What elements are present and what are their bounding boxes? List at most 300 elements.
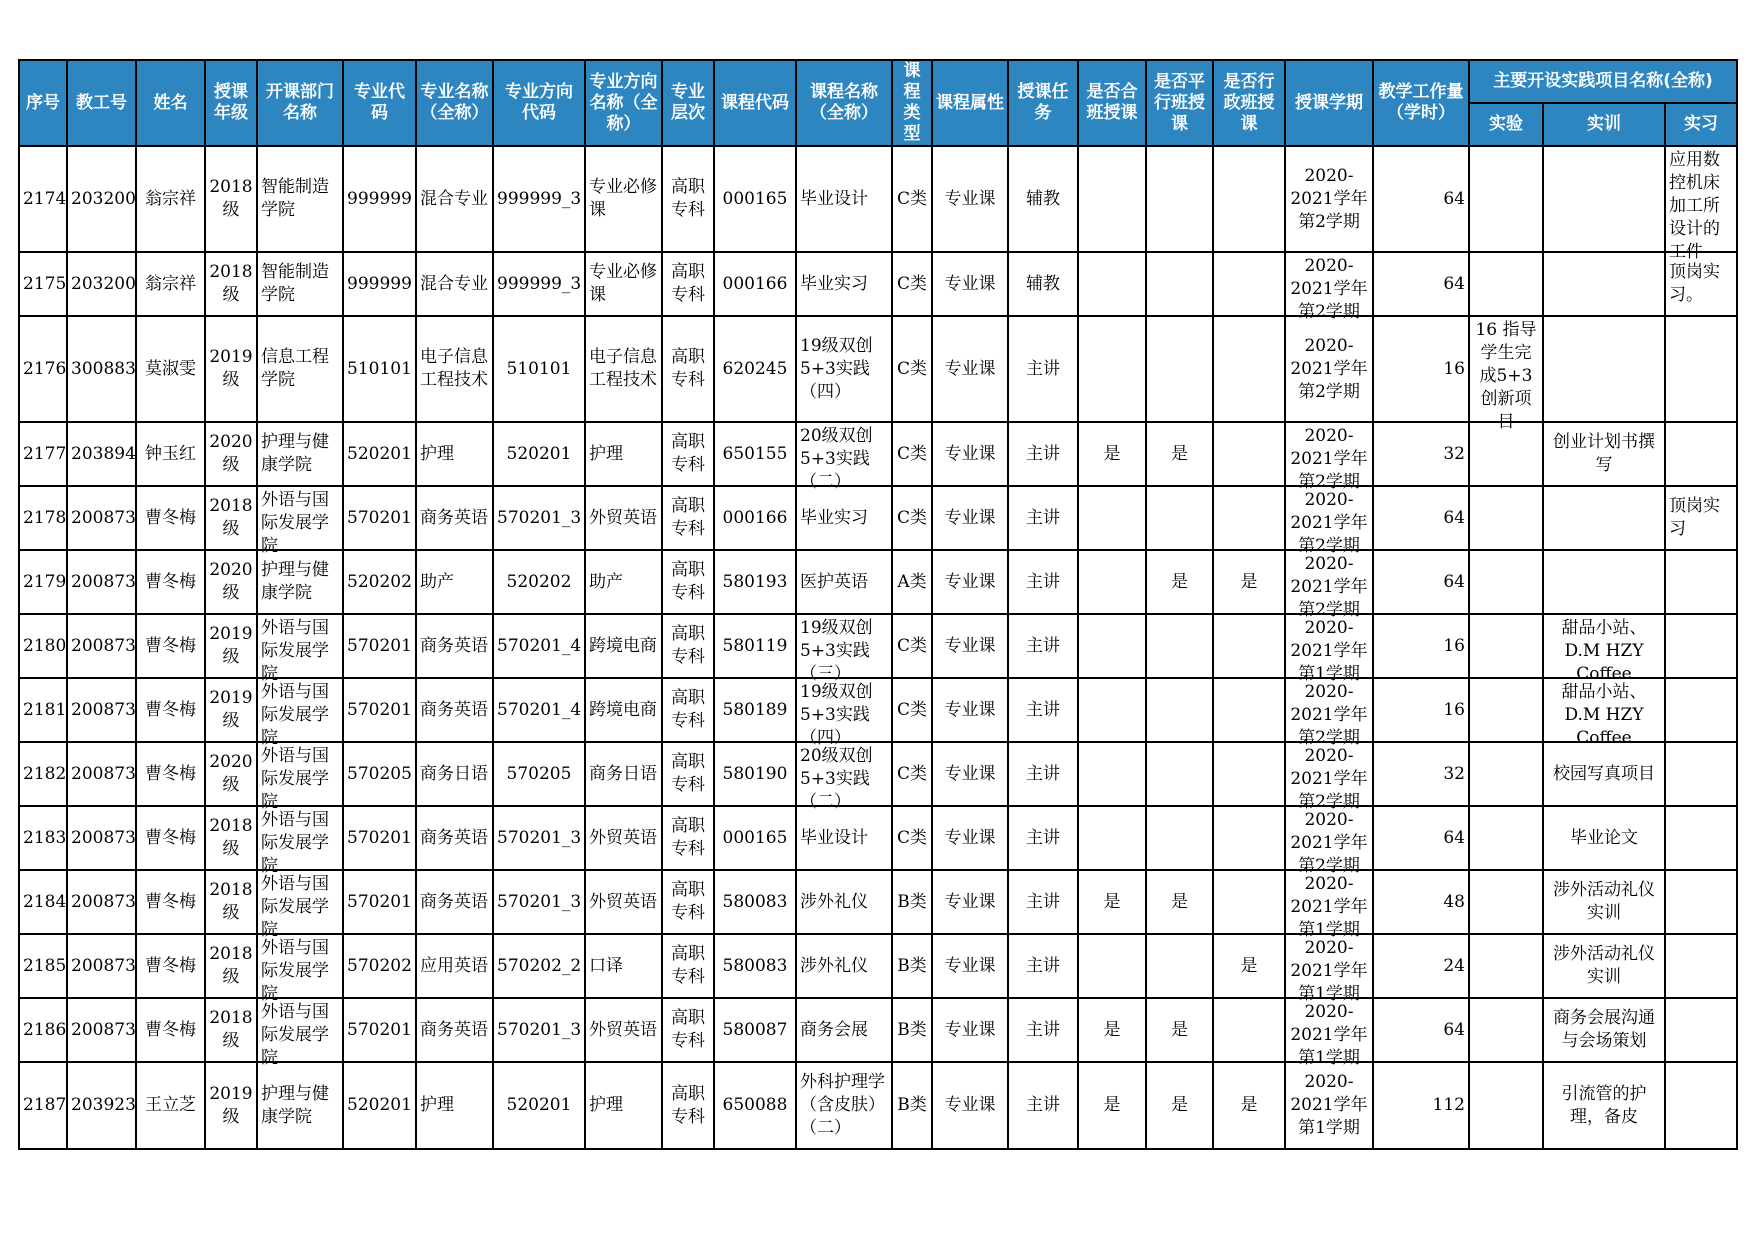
cell-dept (257, 146, 343, 252)
cell-dept (257, 316, 343, 422)
cell-text: 高职专科 (671, 560, 705, 603)
cell-train (1543, 1062, 1665, 1149)
cell-text: 2018级 (209, 1008, 253, 1051)
cell-hours (1373, 316, 1469, 422)
cell-grade (205, 870, 257, 934)
cell-text: 203923 (71, 1095, 136, 1115)
cell-task (1008, 1062, 1078, 1149)
cell-intern (1665, 678, 1737, 742)
cell-text: 520202 (347, 571, 412, 592)
cell-text: 203200 (71, 188, 136, 209)
cell-admin (1213, 1062, 1285, 1149)
cell-seq (19, 806, 67, 870)
cell-course-attr (932, 252, 1008, 316)
cell-hours (1373, 870, 1469, 934)
cell-text: 曹冬梅 (145, 955, 196, 976)
cell-term (1285, 550, 1373, 620)
header-practice: 主要开设实践项目名称(全称) (1469, 60, 1737, 103)
cell-text: 外贸英语 (589, 827, 657, 848)
cell-text: 520201 (347, 443, 412, 464)
cell-exp (1469, 146, 1543, 252)
cell-parallel (1146, 806, 1213, 870)
cell-level (662, 316, 714, 422)
cell-text: 毕业论文 (1570, 827, 1638, 848)
header-parallel: 是否平行班授课 (1146, 60, 1213, 146)
cell-text: 专业课 (944, 571, 996, 592)
cell-text: 200873 (71, 827, 136, 848)
cell-text: 580189 (722, 699, 788, 720)
cell-major-name (416, 1062, 493, 1149)
cell-parallel (1146, 678, 1213, 742)
header-admin: 是否行政班授课 (1213, 60, 1285, 146)
cell-text: 护理 (420, 1095, 454, 1115)
cell-exp (1469, 252, 1543, 316)
cell-text: 200873 (71, 763, 136, 784)
cell-text: 2019级 (209, 624, 253, 667)
cell-task (1008, 146, 1078, 252)
cell-grade (205, 742, 257, 806)
cell-level (662, 870, 714, 934)
cell-text: 570205 (506, 763, 572, 784)
cell-text: 助产 (589, 571, 623, 592)
cell-admin (1213, 486, 1285, 550)
cell-text: 高职专科 (671, 880, 705, 923)
cell-level (662, 998, 714, 1062)
cell-train (1543, 742, 1665, 806)
cell-course-type (892, 422, 932, 486)
cell-text: 16 (1443, 358, 1465, 379)
cell-course-type (892, 146, 932, 252)
header-major-code: 专业代码 (343, 60, 416, 146)
cell-text: 高职专科 (671, 262, 705, 305)
cell-course-attr (932, 614, 1008, 678)
cell-text: 20级双创5+3实践（二） (800, 746, 873, 812)
cell-text: 翁宗祥 (145, 273, 196, 294)
cell-exp (1469, 678, 1543, 742)
cell-text: 涉外礼仪 (800, 891, 868, 912)
cell-text: 王立芝 (145, 1095, 196, 1115)
cell-text: 曹冬梅 (145, 571, 196, 592)
cell-text: 毕业设计 (800, 188, 868, 209)
cell-grade (205, 316, 257, 422)
cell-staff-id (67, 614, 136, 678)
cell-dir-code (493, 998, 585, 1062)
cell-intern (1665, 1062, 1737, 1149)
cell-text: 32 (1443, 443, 1465, 464)
cell-exp (1469, 870, 1543, 934)
cell-text: 580083 (722, 891, 788, 912)
cell-intern (1665, 252, 1737, 316)
cell-term (1285, 422, 1373, 492)
cell-intern (1665, 316, 1737, 422)
cell-text: C类 (896, 358, 927, 379)
cell-text: 64 (1443, 507, 1465, 528)
cell-name (136, 1062, 205, 1149)
cell-text: 专业课 (944, 699, 996, 720)
cell-text: 外语与国际发展学院 (261, 938, 329, 1004)
table-row (19, 486, 1737, 550)
cell-admin (1213, 316, 1285, 422)
cell-major-code (343, 998, 416, 1062)
cell-staff-id (67, 678, 136, 742)
cell-text: 是 (1171, 891, 1188, 912)
cell-text: 高职专科 (671, 1083, 705, 1127)
cell-dir-name (585, 870, 662, 934)
table-row (19, 998, 1737, 1062)
cell-hours (1373, 806, 1469, 870)
cell-text: 专业必修课 (589, 262, 657, 305)
cell-text: 16 (1443, 699, 1465, 720)
cell-text: 2187 (23, 1095, 67, 1115)
cell-term (1285, 1062, 1373, 1149)
table-row (19, 316, 1737, 422)
cell-text: 高职专科 (671, 624, 705, 667)
table-row (19, 870, 1737, 934)
cell-dir-code (493, 252, 585, 316)
cell-text: 570201 (347, 1019, 412, 1040)
cell-major-code (343, 678, 416, 742)
cell-text: 外语与国际发展学院 (261, 1002, 329, 1068)
cell-text: 钟玉红 (145, 443, 196, 464)
cell-text: 580083 (722, 955, 788, 976)
cell-course-type (892, 252, 932, 316)
header-dept: 开课部门名称 (257, 60, 343, 146)
cell-text: 2019级 (209, 1083, 253, 1127)
cell-level (662, 742, 714, 806)
cell-hours (1373, 1062, 1469, 1149)
cell-text: 2184 (23, 891, 67, 912)
cell-text: 2020-2021学年第1学期 (1290, 938, 1368, 1004)
cell-parallel (1146, 998, 1213, 1062)
cell-major-code (343, 486, 416, 550)
cell-text: 200873 (71, 635, 136, 656)
cell-text: 涉外活动礼仪实训 (1553, 944, 1655, 987)
cell-merged (1078, 806, 1146, 870)
cell-seq (19, 252, 67, 316)
cell-text: 助产 (420, 571, 454, 592)
cell-term (1285, 614, 1373, 684)
cell-text: 曹冬梅 (145, 763, 196, 784)
header-course-code: 课程代码 (714, 60, 796, 146)
cell-text: 999999 (347, 273, 412, 294)
cell-intern (1665, 486, 1737, 550)
cell-course-attr (932, 486, 1008, 550)
header-name: 姓名 (136, 60, 205, 146)
cell-term (1285, 252, 1373, 322)
cell-seq (19, 146, 67, 252)
cell-task (1008, 870, 1078, 934)
cell-major-name (416, 870, 493, 934)
cell-text: 商务会展沟通与会场策划 (1553, 1008, 1655, 1051)
cell-course-name (796, 422, 892, 492)
cell-text: 510101 (506, 358, 572, 379)
cell-exp (1469, 998, 1543, 1062)
cell-text: 2180 (23, 635, 67, 656)
cell-text: 2020-2021学年第1学期 (1290, 618, 1368, 684)
cell-course-attr (932, 678, 1008, 742)
cell-dept (257, 1062, 343, 1149)
cell-text: 2178 (23, 507, 67, 528)
cell-hours (1373, 422, 1469, 486)
cell-course-type (892, 550, 932, 614)
cell-parallel (1146, 742, 1213, 806)
cell-text: 570201 (347, 507, 412, 528)
cell-text: 主讲 (1026, 827, 1060, 848)
cell-merged (1078, 252, 1146, 316)
cell-admin (1213, 678, 1285, 742)
cell-text: 2020-2021学年第2学期 (1290, 682, 1368, 748)
cell-text: B类 (897, 1019, 927, 1040)
cell-course-attr (932, 742, 1008, 806)
cell-text: 570201 (347, 827, 412, 848)
cell-seq (19, 870, 67, 934)
cell-text: 570201_3 (497, 891, 582, 912)
header-merged: 是否合班授课 (1078, 60, 1146, 146)
cell-text: 是 (1240, 571, 1258, 592)
cell-intern (1665, 806, 1737, 870)
cell-dir-code (493, 550, 585, 614)
cell-train (1543, 550, 1665, 614)
cell-text: 000165 (722, 827, 788, 848)
cell-text: 580119 (722, 635, 788, 656)
cell-course-type (892, 614, 932, 678)
cell-text: 510101 (347, 358, 412, 379)
cell-text: 2020-2021学年第2学期 (1290, 554, 1368, 620)
cell-dept (257, 550, 343, 614)
cell-text: 2175 (23, 273, 67, 294)
cell-seq (19, 316, 67, 422)
cell-admin (1213, 422, 1285, 486)
cell-text: 高职专科 (671, 432, 705, 475)
cell-level (662, 486, 714, 550)
cell-text: 涉外礼仪 (800, 955, 868, 976)
cell-name (136, 742, 205, 806)
cell-name (136, 870, 205, 934)
cell-parallel (1146, 146, 1213, 252)
cell-text: 外语与国际发展学院 (261, 874, 329, 940)
cell-text: 混合专业 (420, 188, 488, 209)
cell-exp (1469, 550, 1543, 614)
cell-merged (1078, 998, 1146, 1062)
cell-hours (1373, 998, 1469, 1062)
cell-dir-name (585, 486, 662, 550)
cell-text: 主讲 (1026, 699, 1060, 720)
table-row (19, 1062, 1737, 1149)
cell-text: 650088 (722, 1095, 788, 1115)
cell-text: 2179 (23, 571, 67, 592)
header-major-name: 专业名称（全称） (416, 60, 493, 146)
cell-train (1543, 678, 1665, 748)
cell-name (136, 316, 205, 422)
table-row (19, 614, 1737, 678)
cell-course-attr (932, 146, 1008, 252)
cell-course-attr (932, 870, 1008, 934)
cell-course-code (714, 146, 796, 252)
cell-term (1285, 870, 1373, 940)
cell-text: 是 (1240, 955, 1258, 976)
header-train: 实训 (1543, 103, 1665, 146)
cell-text: 570202_2 (497, 955, 582, 976)
cell-parallel (1146, 550, 1213, 614)
cell-level (662, 934, 714, 998)
cell-text: C类 (896, 273, 927, 294)
cell-text: 64 (1443, 188, 1465, 209)
cell-course-code (714, 870, 796, 934)
cell-text: 2020-2021学年第1学期 (1290, 1072, 1368, 1138)
cell-term (1285, 934, 1373, 1004)
cell-train (1543, 614, 1665, 684)
cell-text: 商务英语 (420, 1019, 488, 1040)
cell-merged (1078, 550, 1146, 614)
cell-task (1008, 550, 1078, 614)
cell-text: 创业计划书撰写 (1553, 432, 1655, 475)
cell-dept (257, 742, 343, 812)
header-exp: 实验 (1469, 103, 1543, 146)
cell-text: 商务会展 (800, 1019, 868, 1040)
cell-text: 200873 (71, 1019, 136, 1040)
cell-dir-name (585, 934, 662, 998)
header-staff-id: 教工号 (67, 60, 136, 146)
cell-text: 520201 (347, 1095, 412, 1115)
cell-text: 203200 (71, 273, 136, 294)
cell-dir-name (585, 550, 662, 614)
table-body (19, 146, 1737, 1149)
cell-text: 智能制造学院 (261, 177, 329, 220)
cell-dir-name (585, 806, 662, 870)
cell-dir-name (585, 614, 662, 678)
cell-text: 翁宗祥 (145, 188, 196, 209)
cell-text: 000165 (722, 188, 788, 209)
cell-text: 2183 (23, 827, 67, 848)
cell-admin (1213, 806, 1285, 870)
cell-level (662, 146, 714, 252)
cell-merged (1078, 146, 1146, 252)
cell-text: 570201 (347, 635, 412, 656)
cell-train (1543, 316, 1665, 422)
cell-term (1285, 678, 1373, 748)
cell-seq (19, 678, 67, 742)
cell-merged (1078, 678, 1146, 742)
header-seq: 序号 (19, 60, 67, 146)
cell-text: 护理与健康学院 (261, 560, 329, 603)
cell-text: 外贸英语 (589, 507, 657, 528)
cell-text: B类 (897, 891, 927, 912)
cell-text: 2020级 (209, 752, 253, 795)
cell-parallel (1146, 1062, 1213, 1149)
cell-major-name (416, 550, 493, 614)
cell-text: 570202 (347, 955, 412, 976)
cell-intern (1665, 998, 1737, 1062)
cell-text: C类 (896, 763, 927, 784)
cell-term (1285, 146, 1373, 252)
cell-text: 999999 (347, 188, 412, 209)
cell-task (1008, 422, 1078, 486)
cell-hours (1373, 486, 1469, 550)
cell-text: 570201 (347, 891, 412, 912)
cell-text: 2181 (23, 699, 67, 720)
cell-text: 曹冬梅 (145, 827, 196, 848)
cell-text: 2020-2021学年第1学期 (1290, 1002, 1368, 1068)
cell-text: 医护英语 (800, 571, 868, 592)
cell-course-type (892, 316, 932, 422)
cell-course-code (714, 1062, 796, 1149)
cell-text: 16 指导学生完成5+3创新项目 (1475, 320, 1537, 432)
cell-text: 曹冬梅 (145, 699, 196, 720)
cell-course-name (796, 678, 892, 748)
cell-text: 专业课 (944, 763, 996, 784)
cell-task (1008, 934, 1078, 998)
cell-text: 专业课 (944, 507, 996, 528)
cell-text: 2018级 (209, 262, 253, 305)
cell-course-code (714, 486, 796, 550)
cell-text: 2176 (23, 358, 67, 379)
cell-text: 2020-2021学年第1学期 (1290, 874, 1368, 940)
table-row (19, 934, 1737, 998)
header-dir-code: 专业方向代码 (493, 60, 585, 146)
cell-text: C类 (896, 699, 927, 720)
cell-dept (257, 614, 343, 684)
cell-text: 高职专科 (671, 816, 705, 859)
cell-dept (257, 678, 343, 748)
cell-text: A类 (897, 571, 927, 592)
cell-course-code (714, 742, 796, 806)
cell-admin (1213, 550, 1285, 614)
cell-text: 高职专科 (671, 347, 705, 390)
header-dir-name: 专业方向名称（全称） (585, 60, 662, 146)
cell-exp (1469, 806, 1543, 870)
cell-text: 999999_3 (497, 188, 582, 209)
cell-text: 200873 (71, 571, 136, 592)
cell-text: 570201 (347, 699, 412, 720)
cell-merged (1078, 316, 1146, 422)
cell-term (1285, 486, 1373, 556)
cell-text: 主讲 (1026, 955, 1060, 976)
cell-staff-id (67, 486, 136, 550)
cell-exp (1469, 614, 1543, 678)
cell-intern (1665, 614, 1737, 678)
cell-staff-id (67, 146, 136, 252)
cell-text: 是 (1103, 1019, 1121, 1040)
cell-text: 毕业设计 (800, 827, 868, 848)
cell-course-type (892, 742, 932, 806)
cell-text: 570205 (347, 763, 412, 784)
header-course-name: 课程名称（全称） (796, 60, 892, 146)
cell-course-code (714, 998, 796, 1062)
cell-grade (205, 614, 257, 678)
cell-text: 商务日语 (589, 763, 657, 784)
cell-text: 外贸英语 (589, 1019, 657, 1040)
cell-text: 高职专科 (671, 944, 705, 987)
cell-text: 是 (1103, 891, 1121, 912)
cell-text: 曹冬梅 (145, 1019, 196, 1040)
cell-hours (1373, 146, 1469, 252)
cell-hours (1373, 742, 1469, 806)
cell-text: 主讲 (1026, 507, 1060, 528)
cell-text: 专业课 (944, 273, 996, 294)
cell-dir-name (585, 252, 662, 316)
cell-intern (1665, 742, 1737, 806)
cell-text: 曹冬梅 (145, 507, 196, 528)
cell-text: 专业课 (944, 635, 996, 656)
cell-term (1285, 316, 1373, 422)
cell-staff-id (67, 1062, 136, 1149)
cell-text: 高职专科 (671, 1008, 705, 1051)
cell-admin (1213, 998, 1285, 1062)
cell-major-code (343, 742, 416, 806)
cell-parallel (1146, 252, 1213, 316)
cell-text: 主讲 (1026, 358, 1060, 379)
cell-course-name (796, 252, 892, 316)
